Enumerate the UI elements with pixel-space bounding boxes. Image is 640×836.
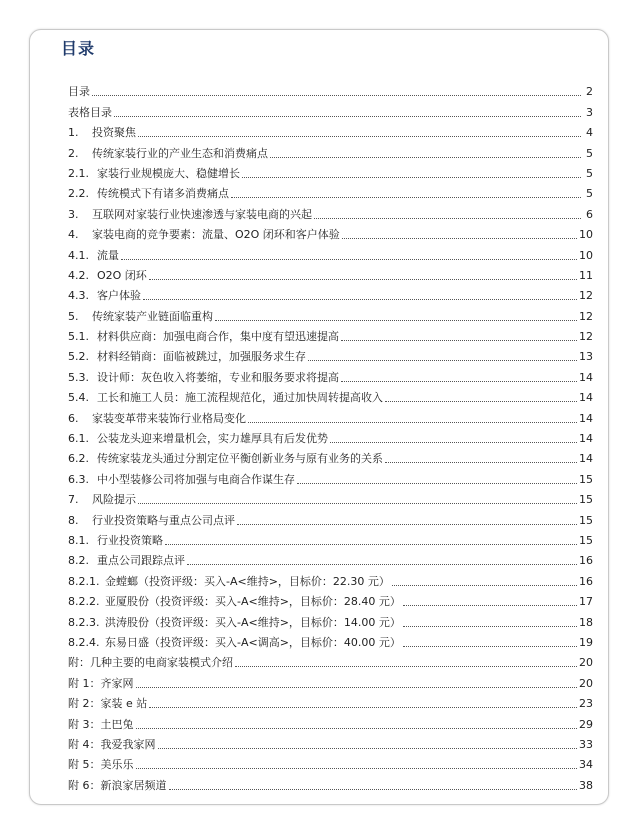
toc-entry-number: 4.3. [68, 289, 89, 303]
toc-entry-title: 材料供应商：加强电商合作，集中度有望迅速提高 [97, 330, 339, 344]
toc-entry-page-number: 10 [579, 248, 593, 262]
toc-entry[interactable] [68, 548, 593, 568]
toc-entry-title: 传统模式下有诸多消费痛点 [97, 187, 229, 201]
toc-entry-title: 家装行业规模庞大、稳健增长 [97, 166, 240, 180]
toc-entry[interactable] [68, 181, 593, 201]
toc-entry-page-number: 29 [579, 717, 593, 731]
dot-leader [138, 503, 577, 504]
toc-entry-page-number: 14 [579, 411, 593, 425]
toc-entry[interactable] [68, 752, 593, 772]
toc-entry-number: 5. [68, 309, 79, 323]
toc-entry-number: 8.1. [68, 533, 89, 547]
toc-entry[interactable] [68, 670, 593, 690]
toc-entry-title: 客户体验 [97, 289, 141, 303]
dot-leader [237, 524, 577, 525]
toc-entry-page-number: 6 [586, 207, 593, 221]
toc-entry-page-number: 3 [586, 105, 593, 119]
toc-entry-title: 目录 [68, 85, 90, 99]
toc-entry-page-number: 17 [579, 595, 593, 609]
toc-entry-title: 风险提示 [92, 493, 136, 507]
toc-entry-page-number: 15 [579, 472, 593, 486]
toc-entry-number: 6.1. [68, 432, 89, 446]
dot-leader [136, 687, 578, 688]
toc-entry-page-number: 11 [579, 268, 593, 282]
toc-entry-page-number: 2 [586, 85, 593, 99]
dot-leader [158, 748, 578, 749]
dot-leader [136, 728, 578, 729]
toc-entry-title: 附 1：齐家网 [68, 676, 134, 690]
dot-leader [215, 320, 577, 321]
dot-leader [165, 544, 577, 545]
dot-leader [231, 197, 581, 198]
toc-entry[interactable] [68, 222, 593, 242]
toc-entry-page-number: 14 [579, 391, 593, 405]
dot-leader [403, 646, 577, 647]
toc-entry[interactable] [68, 405, 593, 425]
toc-entry-title: 家装变革带来装饰行业格局变化 [92, 411, 246, 425]
toc-entry[interactable] [68, 466, 593, 486]
toc-entry-page-number: 18 [579, 615, 593, 629]
dot-leader [385, 401, 577, 402]
toc-entry[interactable] [68, 528, 593, 548]
toc-entry-page-number: 20 [579, 676, 593, 690]
toc-entry-title: 流量 [97, 248, 119, 262]
toc-entry-number: 5.1. [68, 330, 89, 344]
toc-entry-page-number: 20 [579, 656, 593, 670]
toc-entry-number: 2. [68, 146, 79, 160]
toc-entry-title: 互联网对家装行业快速渗透与家装电商的兴起 [92, 207, 312, 221]
toc-entry[interactable] [68, 201, 593, 221]
toc-entry-number: 1. [68, 126, 79, 140]
toc-entry[interactable] [68, 161, 593, 181]
dot-leader [143, 299, 577, 300]
dot-leader [385, 462, 577, 463]
toc-entry[interactable] [68, 650, 593, 670]
toc-entry-title: O2O 闭环 [97, 268, 147, 282]
toc-entry-number: 8. [68, 513, 79, 527]
toc-entry-page-number: 16 [579, 554, 593, 568]
dot-leader [341, 340, 577, 341]
toc-entry-title: 洪涛股份（投资评级：买入-A<维持>，目标价：14.00 元） [105, 615, 401, 629]
toc-entry[interactable] [68, 507, 593, 527]
toc-entry-page-number: 33 [579, 737, 593, 751]
toc-entry-number: 8.2.3. [68, 615, 100, 629]
toc-entry-title: 附 5：美乐乐 [68, 758, 134, 772]
toc-entry[interactable] [68, 385, 593, 405]
dot-leader [314, 218, 581, 219]
toc-entry-title: 表格目录 [68, 105, 112, 119]
dot-leader [136, 768, 578, 769]
toc-entry-title: 投资聚焦 [92, 126, 136, 140]
toc-entry-number: 8.2. [68, 554, 89, 568]
toc-entry[interactable] [68, 568, 593, 588]
toc-entry[interactable] [68, 426, 593, 446]
dot-leader [149, 707, 577, 708]
dot-leader [248, 422, 577, 423]
toc-entry[interactable] [68, 120, 593, 140]
toc-entry-page-number: 14 [579, 432, 593, 446]
dot-leader [392, 585, 577, 586]
toc-entry[interactable] [68, 487, 593, 507]
toc-entry[interactable] [68, 283, 593, 303]
toc-entry-number: 5.2. [68, 350, 89, 364]
toc-entry-number: 6. [68, 411, 79, 425]
toc-entry[interactable] [68, 344, 593, 364]
toc-entry-page-number: 5 [586, 146, 593, 160]
toc-entry-page-number: 14 [579, 452, 593, 466]
toc-entry[interactable] [68, 242, 593, 262]
toc-entry-page-number: 38 [579, 778, 593, 792]
dot-leader [330, 442, 577, 443]
toc-entry-title: 材料经销商：面临被跳过，加强服务求生存 [97, 350, 306, 364]
toc-entry-title: 传统家装龙头通过分割定位平衡创新业务与原有业务的关系 [97, 452, 383, 466]
toc-entry[interactable] [68, 589, 593, 609]
toc-entry-number: 8.2.1. [68, 574, 100, 588]
toc-entry-title: 工长和施工人员：施工流程规范化，通过加快周转提高收入 [97, 391, 383, 405]
toc-entry-number: 4. [68, 228, 79, 242]
dot-leader [270, 157, 581, 158]
toc-entry-page-number: 23 [579, 697, 593, 711]
toc-entry-title: 设计师：灰色收入将萎缩，专业和服务要求将提高 [97, 370, 339, 384]
toc-entry-number: 6.3. [68, 472, 89, 486]
toc-entry-title: 传统家装行业的产业生态和消费痛点 [92, 146, 268, 160]
toc-entry-number: 8.2.4. [68, 635, 100, 649]
dot-leader [149, 279, 577, 280]
dot-leader [114, 116, 581, 117]
toc-entry-page-number: 12 [579, 309, 593, 323]
dot-leader [187, 564, 577, 565]
toc-entry-page-number: 5 [586, 166, 593, 180]
dot-leader [297, 483, 577, 484]
toc-entry[interactable] [68, 79, 593, 99]
toc-entry-page-number: 15 [579, 493, 593, 507]
toc-entry-title: 传统家装产业链面临重构 [92, 309, 213, 323]
dot-leader [138, 136, 581, 137]
toc-entry-title: 附 3：土巴兔 [68, 717, 134, 731]
toc-entry-page-number: 13 [579, 350, 593, 364]
dot-leader [341, 381, 577, 382]
toc-entry-title: 附 2：家装 e 站 [68, 697, 148, 711]
toc-entry-page-number: 16 [579, 574, 593, 588]
dot-leader [92, 95, 581, 96]
toc-entry[interactable] [68, 732, 593, 752]
dot-leader [121, 259, 577, 260]
toc-entry-number: 4.1. [68, 248, 89, 262]
toc-entry[interactable] [68, 446, 593, 466]
toc-entry-page-number: 15 [579, 513, 593, 527]
toc-entry-number: 5.4. [68, 391, 89, 405]
dot-leader [403, 626, 577, 627]
toc-entry-number: 3. [68, 207, 79, 221]
dot-leader [342, 238, 577, 239]
toc-entry[interactable] [68, 609, 593, 629]
toc-entry-title: 家装电商的竞争要素：流量、O2O 闭环和客户体验 [92, 228, 340, 242]
toc-entry-number: 2.1. [68, 166, 89, 180]
toc-entry[interactable] [68, 140, 593, 160]
toc-entry-page-number: 34 [579, 758, 593, 772]
toc-entry-number: 6.2. [68, 452, 89, 466]
toc-entry-title: 附 4：我爱我家网 [68, 737, 156, 751]
toc-entry[interactable] [68, 324, 593, 344]
table-of-contents [68, 79, 593, 793]
toc-entry-page-number: 4 [586, 126, 593, 140]
toc-entry[interactable] [68, 263, 593, 283]
dot-leader [403, 605, 577, 606]
dot-leader [242, 177, 581, 178]
toc-entry-number: 2.2. [68, 187, 89, 201]
toc-entry-page-number: 12 [579, 289, 593, 303]
toc-entry-title: 公装龙头迎来增量机会，实力雄厚具有后发优势 [97, 432, 328, 446]
toc-entry-page-number: 19 [579, 635, 593, 649]
toc-entry-number: 4.2. [68, 268, 89, 282]
toc-entry-title: 中小型装修公司将加强与电商合作谋生存 [97, 472, 295, 486]
toc-entry-page-number: 5 [586, 187, 593, 201]
toc-entry-number: 8.2.2. [68, 595, 100, 609]
toc-entry-page-number: 14 [579, 370, 593, 384]
toc-entry[interactable] [68, 364, 593, 384]
toc-entry-number: 7. [68, 493, 79, 507]
dot-leader [308, 360, 577, 361]
toc-entry-page-number: 10 [579, 228, 593, 242]
toc-entry-number: 5.3. [68, 370, 89, 384]
toc-entry[interactable] [68, 691, 593, 711]
toc-entry[interactable] [68, 772, 593, 792]
toc-entry-title: 东易日盛（投资评级：买入-A<调高>，目标价：40.00 元） [105, 635, 401, 649]
toc-entry[interactable] [68, 630, 593, 650]
toc-entry-title: 亚厦股份（投资评级：买入-A<维持>，目标价：28.40 元） [105, 595, 401, 609]
toc-entry-title: 行业投资策略 [97, 533, 163, 547]
toc-entry[interactable] [68, 99, 593, 119]
toc-entry-page-number: 15 [579, 533, 593, 547]
toc-entry-title: 金螳螂（投资评级：买入-A<维持>，目标价：22.30 元） [105, 574, 390, 588]
dot-leader [235, 666, 577, 667]
toc-entry-title: 重点公司跟踪点评 [97, 554, 185, 568]
toc-entry[interactable] [68, 711, 593, 731]
page-title: 目录 [61, 39, 96, 58]
toc-entry[interactable] [68, 303, 593, 323]
dot-leader [169, 789, 578, 790]
toc-entry-page-number: 12 [579, 330, 593, 344]
toc-entry-title: 附：几种主要的电商家装模式介绍 [68, 656, 233, 670]
toc-entry-title: 附 6：新浪家居频道 [68, 778, 167, 792]
toc-entry-title: 行业投资策略与重点公司点评 [92, 513, 235, 527]
